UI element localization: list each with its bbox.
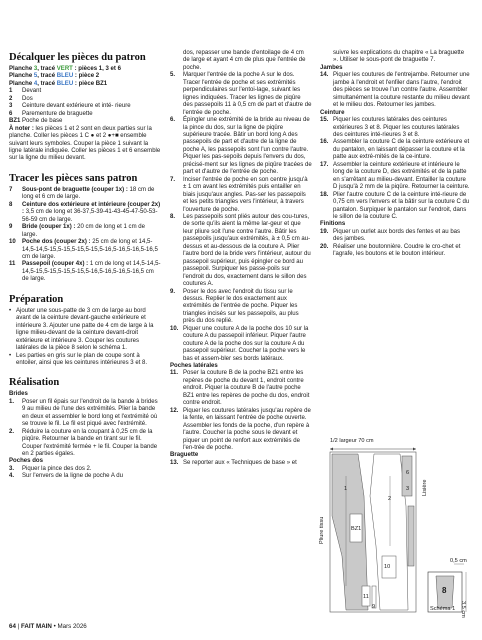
item-text: Assembler la couture C de la ceinture extérieure et du pantalon, en laissant dépasser la couture et la patte aux extré-mités de la ce-inture.	[333, 139, 470, 161]
list-item	[170, 370, 312, 407]
item-text: Parementure de braguette	[22, 110, 93, 117]
list-item	[9, 261, 161, 283]
item-number: 6	[9, 110, 13, 117]
item-number: 3.	[9, 465, 15, 472]
item-number: 16.	[320, 139, 329, 146]
list-item	[9, 187, 161, 202]
item-text: Inciser l'entrée de poche en son centre jusqu'à ± 1 cm avant les extrémités puis entailler en biais jusqu'aux angles. Pas-ser les passepoils et les petits triangles vers l'intérieur, à travers l'ouverture de poche.	[183, 176, 308, 213]
subheading-poches-dos: Poches dos	[9, 458, 43, 465]
item-text: Piquer les coutures de l'entrejambe. Retourner une jambe à l'endroit et l'enfiler dans l'autre, l'endroit des pièces se trouve l'un contre l'autre. Assembler simultanément la couture restante du milieu devant et le milieu dos. Retourner les jambes.	[333, 72, 470, 109]
piece-label-10: 10	[384, 564, 391, 570]
subheading-braguette: Braguette	[170, 452, 199, 459]
list-item	[170, 214, 312, 289]
heading-preparation: Préparation	[9, 293, 64, 305]
item-text: Passepoil (couper 4x) : 1 cm de long et 14,5-14,5-14,5-15,5-15,5-15,5-15,5-16,5-16,5-16,5-16,5 cm de large.	[22, 261, 161, 283]
item-text: Réaliser une boutonnière. Coudre le cro-chet et l'agrafe, les boutons et le bouton intérieur.	[333, 243, 461, 258]
list-item	[170, 72, 312, 117]
list-item	[170, 460, 312, 467]
item-number: 7.	[170, 176, 176, 183]
selvedge-label: Lisière	[422, 479, 428, 496]
list-item	[170, 177, 312, 214]
issue-date: • Mars 2026	[51, 623, 87, 630]
item-text: Se reporter aux « Techniques de base » et	[183, 459, 297, 466]
item-text: Poser la couture B de la poche BZ1 entre les repères de poche du devant 1, endroit contre endroit. Piquer la couture B de l'autre poche BZ1 entre les repères de poche du dos, endroit contre endroit.	[183, 370, 310, 407]
col3-intro: suivre les explications du chapitre « La braguette ». Utiliser le sous-pont de braguette 7.	[333, 50, 465, 64]
item-number: 17.	[320, 161, 329, 168]
planche-4-line: Planche 4, tracé BLEU : pièce BZ1	[9, 80, 108, 87]
cutting-diagram	[320, 436, 472, 616]
subheading-ceinture: Ceinture	[320, 109, 345, 116]
item-text: Bride (couper 1x) : 20 cm de long et 1 cm de large.	[22, 224, 146, 238]
list-item	[170, 326, 312, 363]
list-item	[9, 202, 161, 224]
item-number: 2.	[9, 428, 15, 435]
piece-label-11: 11	[363, 594, 369, 600]
list-item	[9, 473, 161, 480]
item-text: Sur l'envers de la ligne de poche A du	[22, 473, 123, 480]
list-item	[9, 118, 161, 125]
subheading-finitions: Finitions	[320, 221, 346, 228]
magazine-name: FAIT MAIN	[20, 623, 52, 630]
list-item	[9, 103, 161, 110]
item-text: Piquer les coutures latérales des ceintures extérieures 3 et 8. Piquer les coutures latérales des ceintures inté-rieures 3 et 8.	[333, 117, 460, 138]
list-item	[320, 117, 470, 139]
item-text: Piquer la pince des dos 2.	[22, 465, 92, 472]
item-number: 1.	[9, 398, 15, 405]
item-number: 10.	[170, 325, 179, 332]
item-number: 8	[9, 201, 13, 208]
heading-tracer: Tracer les pièces sans patron	[9, 172, 138, 184]
list-item	[320, 229, 470, 244]
list-item	[320, 192, 470, 222]
piece-label-2: 2	[388, 496, 392, 502]
item-text: Poser le dos avec l'endroit du tissu sur le dessus. Replier le dos exactement aux extrémités de l'entrée de poche. Piquer les triangles incisés sur les passepoils, au plus près du dos replié.	[183, 288, 299, 325]
subheading-brides: Brides	[9, 391, 28, 398]
item-number: 14.	[320, 72, 329, 79]
realisation-list-2	[9, 466, 161, 481]
list-item	[9, 239, 161, 261]
heading-realisation: Réalisation	[9, 377, 60, 389]
item-text: Réduire la couture en la coupant à 0,25 cm de la piqûre. Retourner la bande en tirant sur le fil. Couper l'extrémité fermée + le fil. Couper la bande en 2 parties égales.	[22, 428, 158, 458]
piece-label-6: 6	[406, 470, 410, 476]
item-number: BZ1	[9, 118, 21, 125]
schema-label: Schéma 1	[430, 606, 456, 612]
steps-list	[320, 72, 470, 109]
width-label: 1/2 largeur 70 cm	[330, 438, 374, 444]
list-item	[9, 96, 161, 103]
list-item	[9, 399, 161, 429]
list-item	[320, 139, 470, 161]
planche-3-line: Planche 3, tracé VERT : pièces 1, 3 et 6	[9, 66, 121, 72]
piece-label-1: 1	[344, 486, 348, 492]
item-number: 11.	[170, 370, 179, 377]
piece-8-strip	[408, 506, 414, 566]
list-item	[320, 72, 470, 109]
item-number: 1	[9, 88, 13, 95]
steps-list-3	[170, 460, 312, 467]
list-item	[9, 224, 161, 239]
item-text: Ceinture devant extérieure et inté- rieure	[22, 103, 131, 110]
item-number: 9.	[170, 288, 176, 295]
item-text: Marquer l'entrée de la poche A sur le dos. Tracer l'entrée de poche et ses extrémités perpendiculaires sur l'entoi-lage, suivant les lignes indiquées. Tracer les lignes de piqûre des passepoils 11 à 0,5 cm de part et d'autre de l'entrée de poche.	[183, 72, 312, 116]
planche-5-line: Planche 5, tracé BLEU : pièce 2	[9, 73, 100, 80]
fold-label: Pliure tissu	[319, 516, 325, 544]
list-item	[9, 111, 161, 118]
list-item	[170, 408, 312, 453]
item-text: Épingler une extrémité de la bride au niveau de la pince du dos, sur la ligne de piqûre supérieure tracée. Bâtir un bord long A des passepoils de part et d'autre de la ligne de poche A, les passepoils sont l'un contre l'autre. Piquer les pas-sepoils depuis l'envers du dos, précisé-ment sur les lignes de piqûre tracées de part et d'autre de l'entrée de poche.	[183, 117, 312, 176]
item-text: Plier l'autre couture C de la ceinture inté-rieure de 0,75 cm vers l'envers et la bâtir sur la couture C du pantalon. Surpiquer le pantalon sur l'endroit, dans le sillon de la couture C.	[333, 191, 470, 220]
steps-list-3	[320, 229, 470, 259]
page-number: 64	[9, 623, 16, 630]
item-text: Dos	[22, 95, 33, 102]
item-number: 13.	[170, 459, 179, 466]
list-item	[320, 162, 470, 192]
item-number: 6.	[170, 117, 176, 124]
item-text: Sous-pont de braguette (couper 1x) : 18 cm de long et 6 cm de large.	[22, 186, 155, 201]
pieces-list	[9, 88, 161, 125]
item-number: 8.	[170, 213, 176, 220]
item-text: Piquer un ourlet aux bords des fentes et au bas des jambes.	[333, 228, 461, 243]
item-number: 19.	[320, 228, 329, 235]
piece-label-3: 3	[406, 486, 410, 492]
item-text: Assembler la ceinture extérieure et intérieure le long de la couture D, des extrémités et de la patte en s'arrêtant au milieu-devant. Entailler la couture D jusqu'à 2 mm de la piqûre. Retourner la ceinture.	[333, 161, 470, 191]
bullet-item: • Ajouter une sous-patte de 3 cm de large au bord avant de la ceinture devant-gauche extérieure et intérieure 3. Ajouter une patte de 4 cm de large à la ligne milieu-devant de la ceinture devant-droit extérieure et intérieure 3. Couper les coutures latérales de la pièce 8 selon le schéma 1.	[9, 307, 154, 352]
item-number: 11	[9, 261, 16, 268]
cutting-layout-svg	[320, 436, 472, 616]
piece-label-bz1: BZ1	[351, 526, 362, 532]
item-number: 9	[9, 224, 13, 231]
item-number: 2	[9, 95, 13, 102]
heading-decalquer: Décalquer les pièces du patron	[9, 52, 146, 63]
subheading-poches-laterales: Poches latérales	[170, 363, 218, 370]
item-text: Ceinture dos extérieure et intérieure (couper 2x) : 3,5 cm de long et 36-37,5-39-41-43-45-47-50-53-56-59 cm de large.	[22, 201, 161, 223]
steps-list-2	[320, 117, 470, 221]
column-1	[9, 50, 161, 481]
dim-3-5-label: 3,5 cm	[460, 601, 466, 618]
column-3	[320, 50, 470, 259]
item-number: 12.	[170, 407, 179, 414]
item-number: 7	[9, 186, 13, 193]
list-item	[9, 429, 161, 459]
steps-list-2	[170, 370, 312, 452]
item-text: Poche de base	[22, 118, 63, 125]
subheading-jambes: Jambes	[320, 64, 343, 71]
anoter-paragraph: À noter : les pièces 1 et 2 sont en deux parties sur la planche. Coller les pièces 1 C ● et 2 ●+■ ensemble suivant leurs symboles. Couper la pièce 1 suivant la ligne latérale indiquée. Coller les pièces 1 et 6 ensemble sur la ligne du milieu devant.	[9, 125, 161, 162]
dim-0-5-label: 0,5 cm	[450, 558, 467, 564]
column-2	[170, 50, 312, 467]
col2-intro: dos, repasser une bande d'entoilage de 4 cm de large et ayant 4 cm de plus que l'entrée de poche.	[183, 50, 306, 71]
list-item	[9, 466, 161, 473]
page-footer: 64 | FAIT MAIN • Mars 2026	[9, 623, 87, 630]
item-number: 15.	[320, 117, 329, 124]
list-item	[9, 88, 161, 95]
item-text: Poche dos (couper 2x) : 25 cm de long et 14,5-14,5-14,5-15,5-15,5-15,5-15,5-16,5-16,5-16,5-16,5 cm de large.	[22, 239, 158, 260]
piece-label-9: 9	[372, 604, 376, 610]
item-number: 3	[9, 103, 13, 110]
list-item	[320, 244, 470, 259]
steps-list	[170, 72, 312, 363]
realisation-list	[9, 399, 161, 459]
item-number: 5.	[170, 72, 176, 79]
item-number: 20.	[320, 243, 329, 250]
item-text: Les passepoils sont pliés autour des cou-tures, de sorte qu'ils aient la même lar-geur et que leur pliure soit l'une contre l'autre. Bâtir les passepoils jusqu'aux extrémités, à ± 0,5 cm au-dessus et au-dessous de la couture A. Plier l'autre bord de la bride vers l'intérieur, autour du passepoil supérieur, puis épingler ce bord au passepoil. Surpiquer les passe-poils sur l'endroit du dos, exactement dans le sillon des coutures A.	[183, 213, 311, 288]
item-text: Devant	[22, 88, 42, 95]
schema-piece-8: 8	[442, 586, 447, 595]
tracer-list	[9, 187, 161, 284]
item-text: Piquer les coutures latérales jusqu'au repère de la fente, en laissant l'entrée de poche ouverte. Assembler les fonds de la poche, d'un repère à l'autre. Coucher la poche sous le devant et piquer un point de renfort aux extrémités de l'en-trée de poche.	[183, 407, 311, 452]
preparation-list	[9, 308, 161, 368]
bullet-item: • Les parties en gris sur le plan de coupe sont à entoiler, ainsi que les ceintures intérieures 3 et 8.	[9, 352, 148, 366]
list-item	[170, 289, 312, 326]
item-number: 18.	[320, 191, 329, 198]
item-text: Piquer une couture A de la poche dos 10 sur la couture A du passepoil inférieur. Piquer l'autre couture A de la poche dos sur la couture A du passepoil supérieur. Coucher la poche vers le bas et assem-bler ses bords latéraux.	[183, 325, 309, 362]
list-item	[170, 117, 312, 177]
item-number: 10	[9, 239, 16, 246]
item-text: Poser un fil épais sur l'endroit de la bande à brides 9 au milieu de l'une des extrémités. Plier la bande en deux et assembler le bord long et l'extrémité où se trouve le fil. Le fil est piqué avec l'extrémité.	[22, 398, 158, 428]
item-number: 4.	[9, 473, 15, 480]
